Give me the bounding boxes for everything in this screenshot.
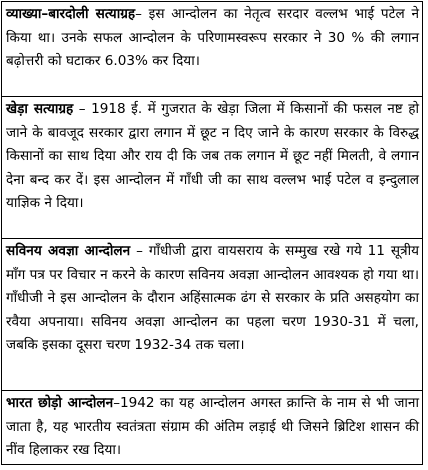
section-heading: भारत छोड़ो आन्दोलन — [6, 395, 114, 411]
heading-separator: – — [130, 243, 149, 259]
section-kheda-satyagraha — [2, 97, 422, 239]
section-text: इस आन्दोलन का नेतृत्व सरदार वल्लभ भाई पटेल ने किया था। उनके सफल आन्दोलन के परिणामस्वरूप सरकार ने 30 % की लगान बढ़ोत्तरी को घटाकर 6.03% कर दिया। — [6, 6, 420, 70]
section-heading: खेड़ा सत्याग्रह — [6, 101, 74, 117]
section-heading: सविनय अवज्ञा आन्दोलन — [6, 243, 131, 259]
heading-separator: – — [135, 6, 149, 22]
notes-box — [1, 1, 423, 465]
heading-separator: – — [113, 395, 120, 411]
section-text: 1942 का यह आन्दोलन अगस्त क्रान्ति के नाम से भी जाना जाता है, यह भारतीय स्वतंत्रता संग्राम की अंतिम लड़ाई थी जिसने ब्रिटिश शासन की नींव हिलाकर रख दिया। — [6, 395, 419, 459]
section-text: गाँधीजी द्वारा वायसराय के सम्मुख रखे गये 11 सूत्रीय माँग पत्र पर विचार न करने के कारण सविनय अवज्ञा आन्दोलन आवश्यक हो गया था। गाँधीजी ने इस आन्दोलन के दौरान अहिंसात्मक ढंग से सरकार के प्रति असहयोग का रवैया अपनाया। सविनय अवज्ञा आन्दोलन का पहला चरण 1930-31 में चला, जबकि इसका दूसरा चरण 1932-34 तक चला। — [6, 243, 419, 354]
heading-separator: – — [73, 101, 92, 117]
section-bardoli-satyagraha — [2, 2, 422, 97]
section-text: 1918 ई. में गुजरात के खेड़ा जिला में किसानों की फसल नष्ट हो जाने के बावजूद सरकार द्वारा लगान में छूट न दिए जाने के कारण सरकार के विरुद्ध किसानों का साथ दिया और राय दी कि जब तक लगान में छूट नहीं मिलती, वे लगान देना बन्द कर दें। इस आन्दोलन में गाँधी जी का साथ वल्लभ भाई पटेल व इन्दुलाल याज्ञिक ने दिया। — [6, 101, 419, 212]
section-quit-india — [2, 391, 422, 464]
section-civil-disobedience — [2, 239, 422, 391]
section-heading: व्याख्या–बारदोली सत्याग्रह — [6, 6, 136, 22]
